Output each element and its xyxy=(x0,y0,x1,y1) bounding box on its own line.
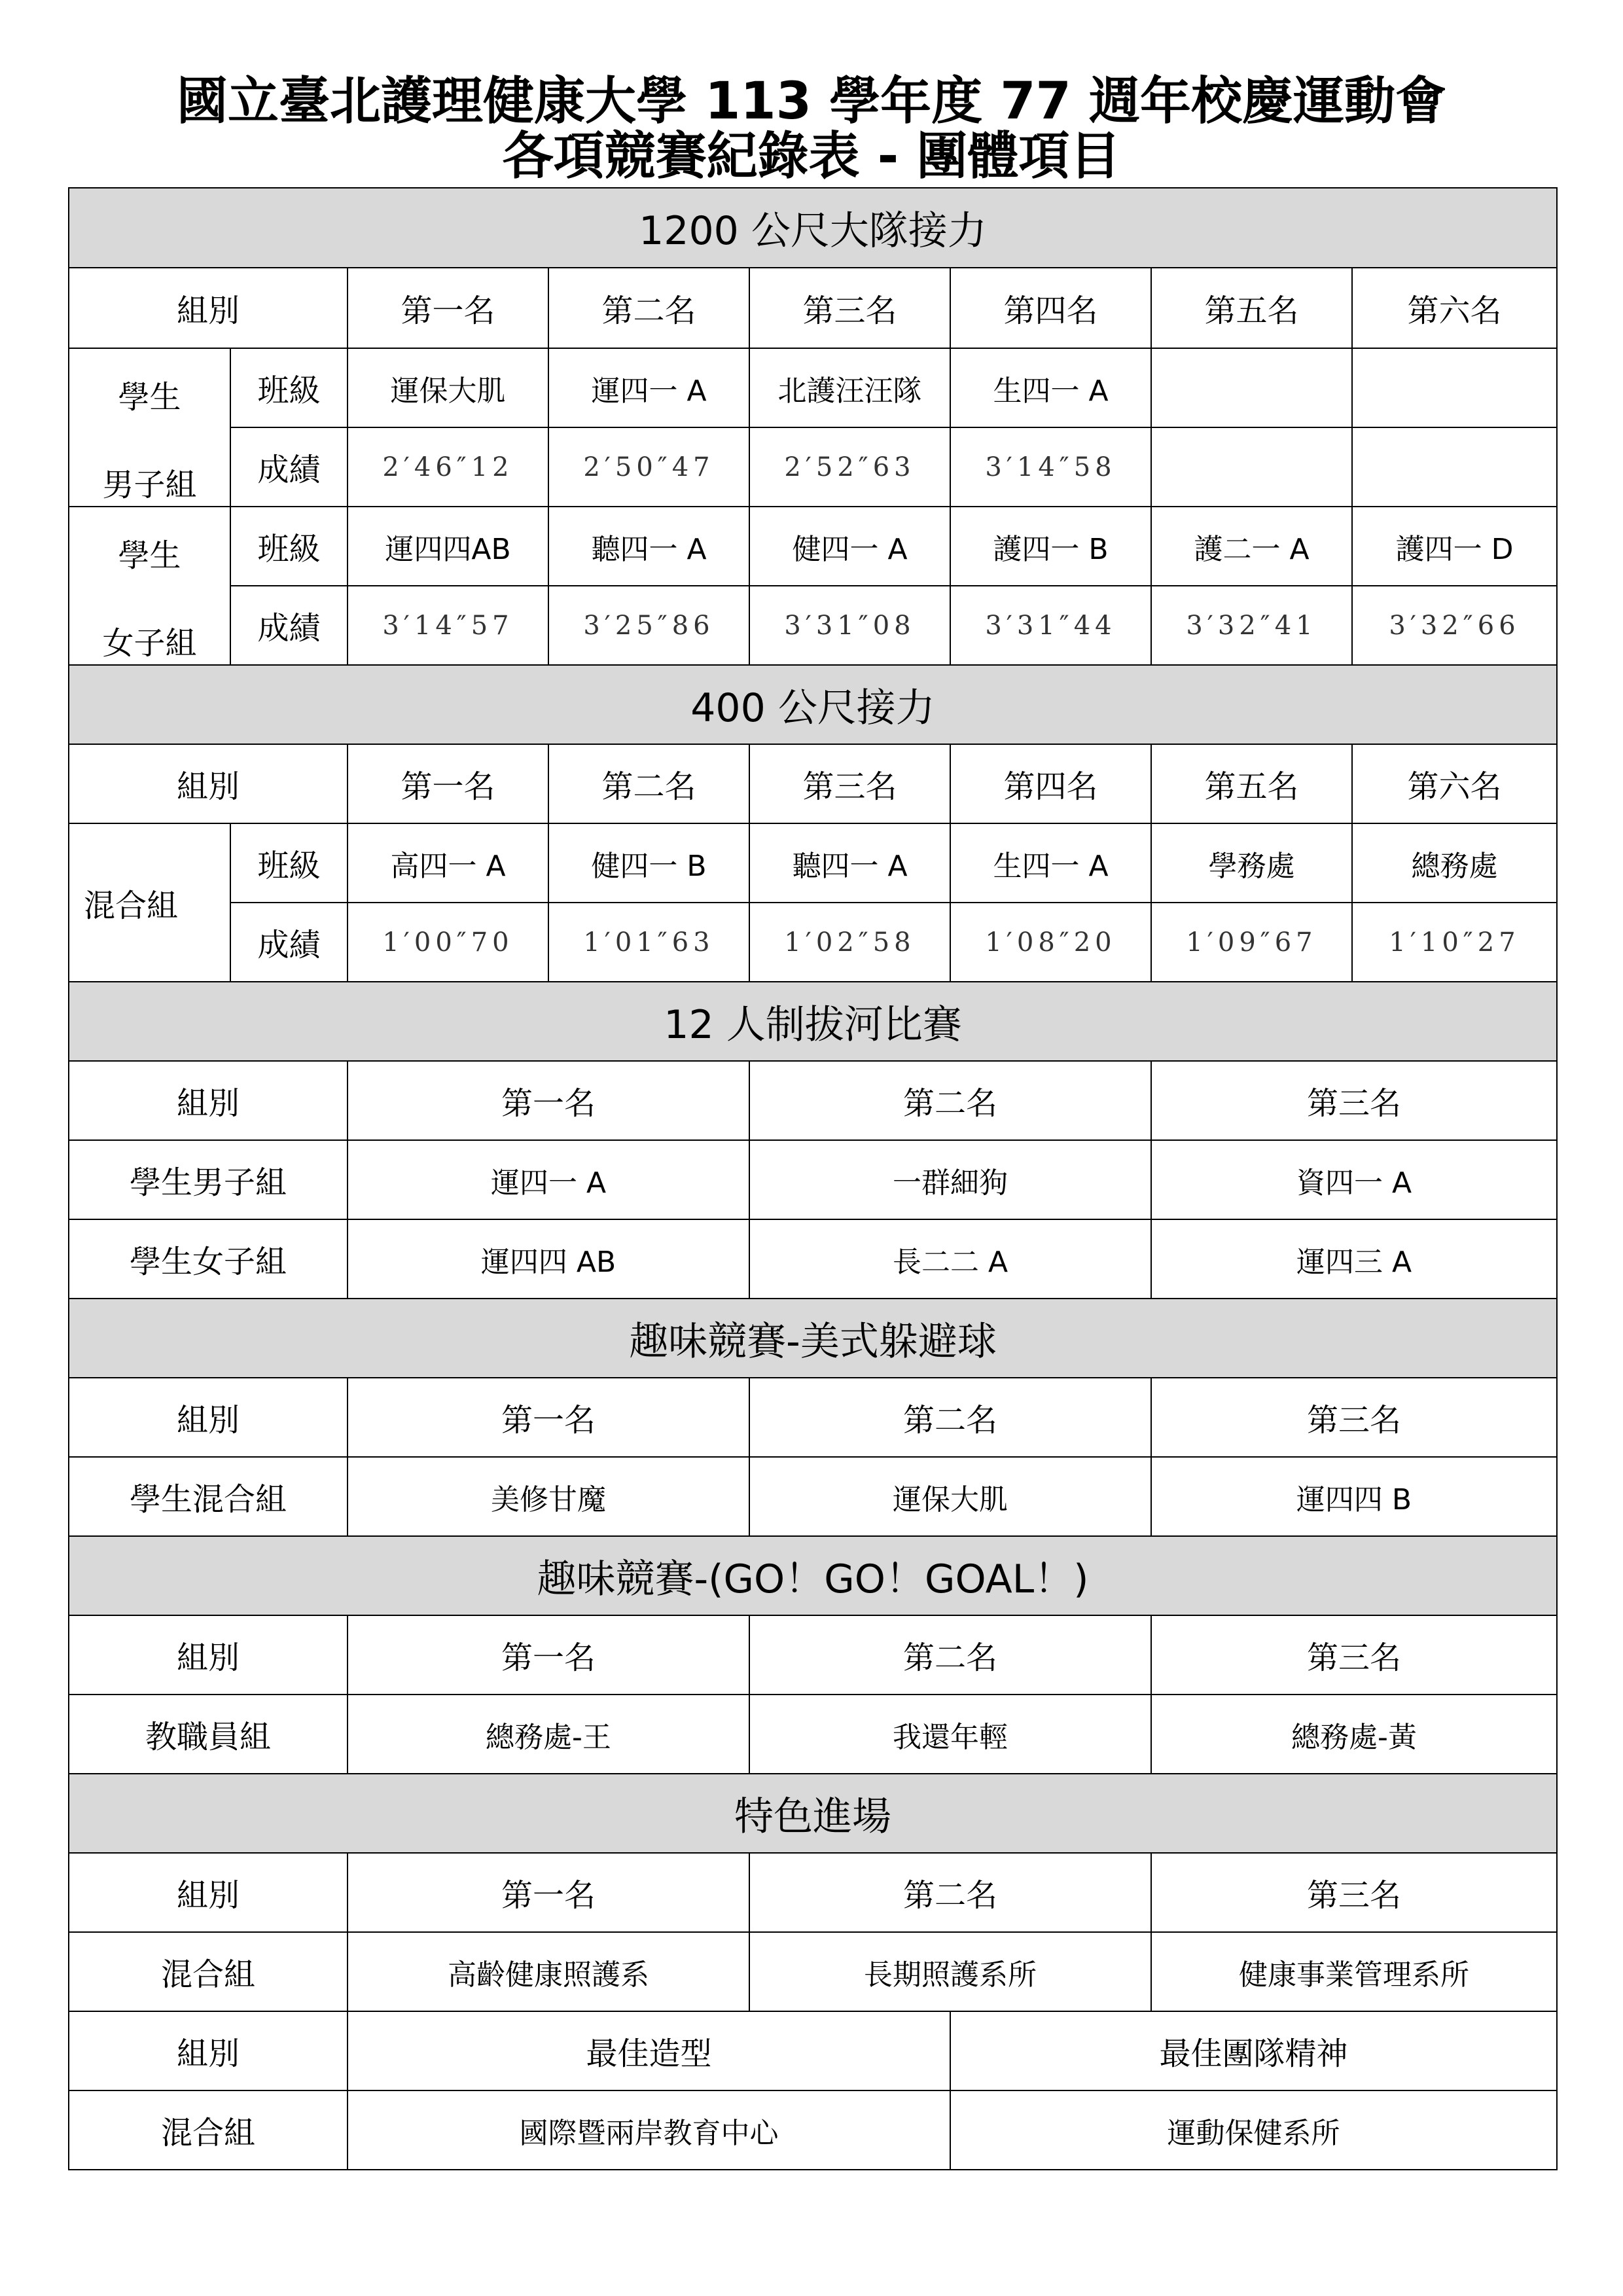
tug-row-place-3: 運四三 A xyxy=(1151,1219,1557,1299)
dodgeball-row-place-2: 運保大肌 xyxy=(749,1457,1151,1536)
header-place-1: 第一名 xyxy=(348,1378,749,1457)
header-place-2: 第二名 xyxy=(749,1061,1151,1140)
section-title-dodgeball: 趣味競賽-美式躲避球 xyxy=(69,1299,1557,1378)
header-place-3: 第三名 xyxy=(1151,1853,1557,1932)
records-table xyxy=(68,187,1558,2170)
entrance-row-place-3: 健康事業管理系所 xyxy=(1151,1932,1557,2011)
header-place-1: 第一名 xyxy=(348,1853,749,1932)
male-class-1: 運保大肌 xyxy=(348,348,548,427)
group-female-students: 學生 女子組 xyxy=(69,507,230,665)
female-class-2: 聽四一 A xyxy=(548,507,749,586)
female-score-2: 3′25″86 xyxy=(548,586,749,665)
header-place-3: 第三名 xyxy=(749,744,950,823)
female-class-6: 護四一 D xyxy=(1352,507,1557,586)
goal-row-place-1: 總務處-王 xyxy=(348,1695,749,1774)
section-title-1200m-relay: 1200 公尺大隊接力 xyxy=(69,188,1557,268)
goal-row-place-3: 總務處-黃 xyxy=(1151,1695,1557,1774)
header-place-1: 第一名 xyxy=(348,268,548,348)
entrance-row-place-2: 長期照護系所 xyxy=(749,1932,1151,2011)
section-title-entrance: 特色進場 xyxy=(69,1774,1557,1853)
header-place-1: 第一名 xyxy=(348,1061,749,1140)
section-title-tug-of-war: 12 人制拔河比賽 xyxy=(69,982,1557,1061)
header-place-3: 第三名 xyxy=(1151,1061,1557,1140)
female-score-4: 3′31″44 xyxy=(950,586,1151,665)
header-place-1: 第一名 xyxy=(348,744,548,823)
section-title-go-go-goal: 趣味競賽-(GO！GO！GOAL！) xyxy=(69,1536,1557,1615)
male-score-3: 2′52″63 xyxy=(749,427,950,507)
entrance-row-group: 混合組 xyxy=(69,1932,348,2011)
relay400-score-1: 1′00″70 xyxy=(348,903,548,982)
document-subtitle: 各項競賽紀錄表 - 團體項目 xyxy=(502,127,1121,186)
header-group: 組別 xyxy=(69,2011,348,2090)
female-score-3: 3′31″08 xyxy=(749,586,950,665)
tug-row-place-2: 長二二 A xyxy=(749,1219,1151,1299)
header-group: 組別 xyxy=(69,744,348,823)
class-label: 班級 xyxy=(230,823,348,903)
relay400-score-6: 1′10″27 xyxy=(1352,903,1557,982)
header-place-2: 第二名 xyxy=(749,1615,1151,1695)
header-best-team-spirit: 最佳團隊精神 xyxy=(950,2011,1557,2090)
header-place-1: 第一名 xyxy=(348,1615,749,1695)
relay400-class-4: 生四一 A xyxy=(950,823,1151,903)
relay400-score-2: 1′01″63 xyxy=(548,903,749,982)
female-class-3: 健四一 A xyxy=(749,507,950,586)
male-score-2: 2′50″47 xyxy=(548,427,749,507)
relay400-class-1: 高四一 A xyxy=(348,823,548,903)
male-class-2: 運四一 A xyxy=(548,348,749,427)
header-place-3: 第三名 xyxy=(1151,1615,1557,1695)
header-group: 組別 xyxy=(69,1853,348,1932)
tug-row-group: 學生男子組 xyxy=(69,1140,348,1219)
header-place-5: 第五名 xyxy=(1151,744,1352,823)
header-place-4: 第四名 xyxy=(950,744,1151,823)
relay400-score-5: 1′09″67 xyxy=(1151,903,1352,982)
header-place-2: 第二名 xyxy=(548,744,749,823)
female-class-1: 運四四AB xyxy=(348,507,548,586)
header-group: 組別 xyxy=(69,1061,348,1140)
female-score-6: 3′32″66 xyxy=(1352,586,1557,665)
dodgeball-row-place-1: 美修甘魔 xyxy=(348,1457,749,1536)
male-score-4: 3′14″58 xyxy=(950,427,1151,507)
male-score-6 xyxy=(1352,427,1557,507)
dodgeball-row-group: 學生混合組 xyxy=(69,1457,348,1536)
tug-row-place-3: 資四一 A xyxy=(1151,1140,1557,1219)
relay400-score-4: 1′08″20 xyxy=(950,903,1151,982)
relay400-class-3: 聽四一 A xyxy=(749,823,950,903)
header-place-6: 第六名 xyxy=(1352,744,1557,823)
header-place-3: 第三名 xyxy=(749,268,950,348)
male-class-3: 北護汪汪隊 xyxy=(749,348,950,427)
group-male-students: 學生 男子組 xyxy=(69,348,230,507)
male-class-6 xyxy=(1352,348,1557,427)
best-costume-winner: 國際暨兩岸教育中心 xyxy=(348,2090,950,2170)
male-class-4: 生四一 A xyxy=(950,348,1151,427)
header-place-3: 第三名 xyxy=(1151,1378,1557,1457)
tug-row-place-2: 一群細狗 xyxy=(749,1140,1151,1219)
document-title: 國立臺北護理健康大學 113 學年度 77 週年校慶運動會 xyxy=(177,72,1446,131)
class-label: 班級 xyxy=(230,348,348,427)
class-label: 班級 xyxy=(230,507,348,586)
male-class-5 xyxy=(1151,348,1352,427)
header-group: 組別 xyxy=(69,268,348,348)
entrance-row-place-1: 高齡健康照護系 xyxy=(348,1932,749,2011)
relay400-class-5: 學務處 xyxy=(1151,823,1352,903)
header-group: 組別 xyxy=(69,1615,348,1695)
entrance-award-group: 混合組 xyxy=(69,2090,348,2170)
header-place-2: 第二名 xyxy=(749,1853,1151,1932)
male-score-1: 2′46″12 xyxy=(348,427,548,507)
header-place-5: 第五名 xyxy=(1151,268,1352,348)
dodgeball-row-place-3: 運四四 B xyxy=(1151,1457,1557,1536)
tug-row-place-1: 運四四 AB xyxy=(348,1219,749,1299)
female-class-4: 護四一 B xyxy=(950,507,1151,586)
relay400-class-6: 總務處 xyxy=(1352,823,1557,903)
relay400-class-2: 健四一 B xyxy=(548,823,749,903)
goal-row-group: 教職員組 xyxy=(69,1695,348,1774)
header-place-2: 第二名 xyxy=(749,1378,1151,1457)
male-score-5 xyxy=(1151,427,1352,507)
best-team-spirit-winner: 運動保健系所 xyxy=(950,2090,1557,2170)
score-label: 成績 xyxy=(230,903,348,982)
header-best-costume: 最佳造型 xyxy=(348,2011,950,2090)
tug-row-place-1: 運四一 A xyxy=(348,1140,749,1219)
group-mixed: 混合組 xyxy=(69,823,230,982)
score-label: 成績 xyxy=(230,586,348,665)
score-label: 成績 xyxy=(230,427,348,507)
header-place-2: 第二名 xyxy=(548,268,749,348)
female-score-5: 3′32″41 xyxy=(1151,586,1352,665)
tug-row-group: 學生女子組 xyxy=(69,1219,348,1299)
section-title-400m-relay: 400 公尺接力 xyxy=(69,665,1557,744)
relay400-score-3: 1′02″58 xyxy=(749,903,950,982)
female-class-5: 護二一 A xyxy=(1151,507,1352,586)
header-place-6: 第六名 xyxy=(1352,268,1557,348)
header-group: 組別 xyxy=(69,1378,348,1457)
female-score-1: 3′14″57 xyxy=(348,586,548,665)
header-place-4: 第四名 xyxy=(950,268,1151,348)
goal-row-place-2: 我還年輕 xyxy=(749,1695,1151,1774)
